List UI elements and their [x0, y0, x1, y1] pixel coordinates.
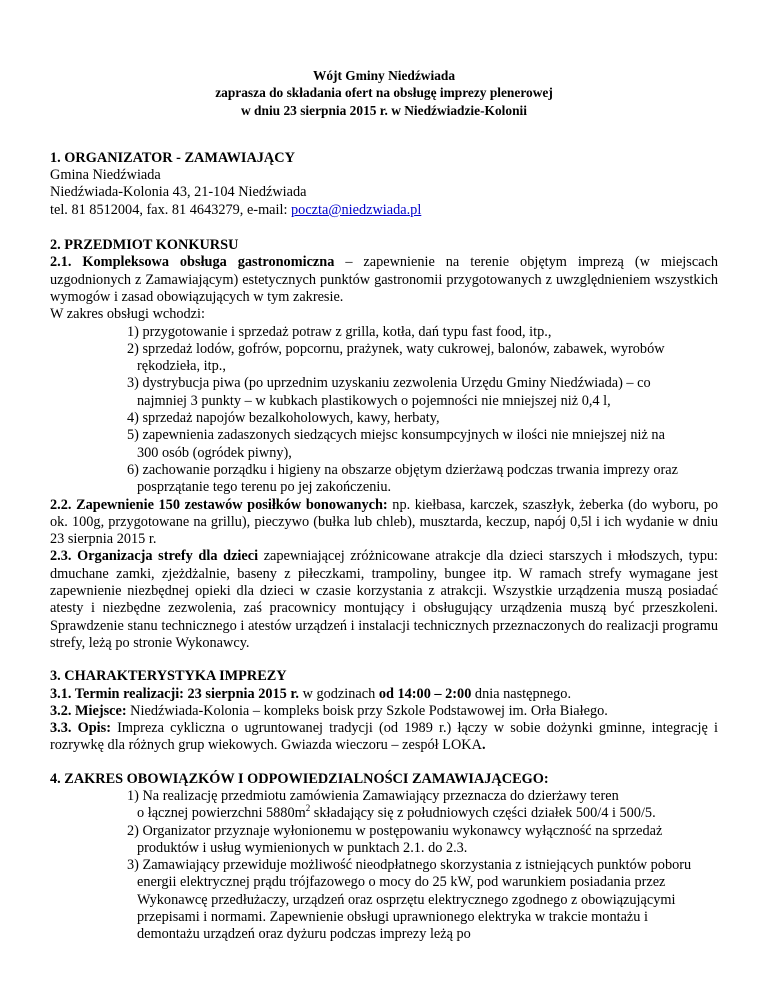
organizer-contact: [50, 202, 718, 219]
paragraph-2-2-text: np. kiełbasa, karczek, szaszłyk, żeberka (do wyboru, po ok. 100g, przygotowane na grillu), pieczywo (bułka lub chleb), musztarda, keczup, napój 0,5l i ich wydanie w dniu 23 sierpnia 2015 r.: [50, 496, 718, 548]
paragraph-3-1-end: dnia następnego.: [471, 685, 572, 702]
paragraph-3-1-text: w godzinach: [299, 685, 379, 702]
paragraph-3-3-text: Impreza cykliczna o ugruntowanej tradycji (od 1989 r.) łączy w sobie dożynki gminne, integrację i rozrywkę dla różnych grup wiekowych. Gwiazda wieczoru – zespół LOKA: [50, 720, 718, 754]
header-line-1: Wójt Gminy Niedźwiada: [312, 68, 456, 83]
paragraph-2-2-heading: 2.2. Zapewnienie 150 zestawów posiłków bonowanych:: [50, 496, 388, 513]
paragraph-2-3: [50, 548, 718, 652]
paragraph-3-3-heading: 3.3. Opis:: [50, 720, 111, 737]
paragraph-3-3: [50, 720, 718, 755]
paragraph-2-3-text: zapewniającej zróżnicowane atrakcje dla dzieci starszych i młodszych, typu: dmuchane zamki, zjeżdżalnie, baseny z piłeczkami, trampoliny, bungee itp. W ramach strefy wymagane jest zapewnienie niezbędnej opieki dla dzieci w czasie korzystania z atrakcji. Wszystkie urządzenia muszą posiadać atesty i niezbędne zezwolenia, zaś pracownicy montujący i obsługujący urządzenia muszą być przeszkoleni. Sprawdzenie stanu technicznego i atestów urządzeń i instalacji technicznych przeznaczonych do realizacji programu strefy, leżą po stronie Wykonawcy.: [50, 548, 718, 651]
list-item: 6) zachowanie porządku i higieny na obszarze objętym dzierżawą podczas trwania imprezy oraz posprzątanie tego terenu po jej zakończeniu.: [127, 461, 678, 496]
list-item: 1) przygotowanie i sprzedaż potraw z grilla, kotła, dań typu fast food, itp.,: [127, 323, 552, 340]
scope-intro: W zakres obsługi wchodzi:: [50, 306, 205, 323]
organizer-name: Gmina Niedźwiada: [50, 167, 161, 184]
list-item: 2) sprzedaż lodów, gofrów, popcornu, prażynek, waty cukrowej, balonów, zabawek, wyrobów rękodzieła, itp.,: [127, 340, 665, 375]
document-page: [50, 0, 718, 944]
list-item: 3) Zamawiający przewiduje możliwość nieodpłatnego skorzystania z istniejących punktów poboru energii elektrycznej prądu trójfazowego o mocy do 25 kW, pod warunkiem posiadania przez Wykonawcę przedłużaczy, urządzeń oraz osprzętu elektrycznego zgodnego z obowiązującymi przepisami i normami. Zapewnienie obsługi uprawnionego elektryka w trakcie montażu i demontażu urządzeń oraz dyżuru podczas imprezy leżą po: [127, 857, 692, 943]
section-event: [50, 668, 718, 754]
item-1-line-1: 1) Na realizację przedmiotu zamówienia Zamawiający przeznacza do dzierżawy teren: [127, 787, 619, 804]
item-1-line-2b: składający się z południowych części działek 500/4 i 500/5.: [310, 805, 656, 822]
item-1-superscript: 2: [305, 803, 311, 814]
obligations-list: [50, 788, 718, 944]
paragraph-2-1-text: – zapewnienie na terenie objętym imprezą (w miejscach uzgodnionych z Zamawiającym) estetycznych punktów gastronomii przygotowanych z uwzględnieniem wszystkich wymogów i zasad obowiązujących w tym zakresie.: [50, 254, 719, 305]
contact-text: tel. 81 8512004, fax. 81 4643279, e-mail:: [50, 201, 292, 218]
section-obligations: [50, 771, 718, 944]
list-item: 5) zapewnienia zadaszonych siedzących miejsc konsumpcyjnych w ilości nie mniejszej niż na 300 osób (ogródek piwny),: [127, 427, 665, 461]
list-item: 2) Organizator przyznaje wyłonionemu w postępowaniu wykonawcy wyłączność na sprzedaż produktów i usług wymienionych w punktach 2.1. do 2.3.: [127, 822, 663, 856]
paragraph-3-2: [50, 703, 718, 720]
item-1-line-2a: o łącznej powierzchni 5880m: [137, 805, 306, 822]
list-item: 4) sprzedaż napojów bezalkoholowych, kawy, herbaty,: [127, 410, 440, 427]
header-line-3: w dniu 23 sierpnia 2015 r. w Niedźwiadzie-Kolonii: [241, 102, 527, 118]
paragraph-2-3-heading: 2.3. Organizacja strefy dla dzieci: [50, 548, 259, 565]
paragraph-3-3-dot: .: [481, 737, 486, 754]
paragraph-3-1: [50, 686, 718, 703]
paragraph-3-2-text: Niedźwiada-Kolonia – kompleks boisk przy Szkole Podstawowej im. Orła Białego.: [126, 702, 608, 719]
section-1-title: 1. ORGANIZATOR - ZAMAWIAJĄCY: [50, 149, 295, 166]
section-2-title: 2. PRZEDMIOT KONKURSU: [50, 237, 239, 254]
paragraph-3-1-hours: od 14:00 – 2:00: [378, 685, 472, 702]
section-3-title: 3. CHARAKTERYSTYKA IMPREZY: [50, 668, 287, 685]
scope-list: [50, 324, 718, 497]
section-organizer: [50, 150, 718, 219]
paragraph-3-2-heading: 3.2. Miejsce:: [50, 702, 127, 719]
section-4-title: 4. ZAKRES OBOWIĄZKÓW I ODPOWIEDZIALNOŚCI ZAMAWIAJĄCEGO:: [50, 770, 549, 787]
organizer-address: Niedźwiada-Kolonia 43, 21-104 Niedźwiada: [50, 184, 307, 201]
paragraph-3-1-heading: 3.1. Termin realizacji: 23 sierpnia 2015 r.: [50, 685, 299, 702]
document-header: [50, 67, 718, 119]
section-subject: [50, 237, 718, 652]
paragraph-2-1: [50, 254, 718, 306]
paragraph-2-1-heading: 2.1. Kompleksowa obsługa gastronomiczna: [50, 254, 335, 271]
email-link[interactable]: poczta@niedzwiada.pl: [291, 201, 422, 218]
list-item: [50, 788, 718, 823]
list-item: 3) dystrybucja piwa (po uprzednim uzyskaniu zezwolenia Urzędu Gminy Niedźwiada) – co najmniej 3 punkty – w kubkach plastikowych o pojemności nie mniejszej niż 0,4 l,: [127, 375, 651, 409]
header-line-2: zaprasza do składania ofert na obsługę imprezy plenerowej: [215, 85, 553, 101]
paragraph-2-2: [50, 497, 718, 549]
